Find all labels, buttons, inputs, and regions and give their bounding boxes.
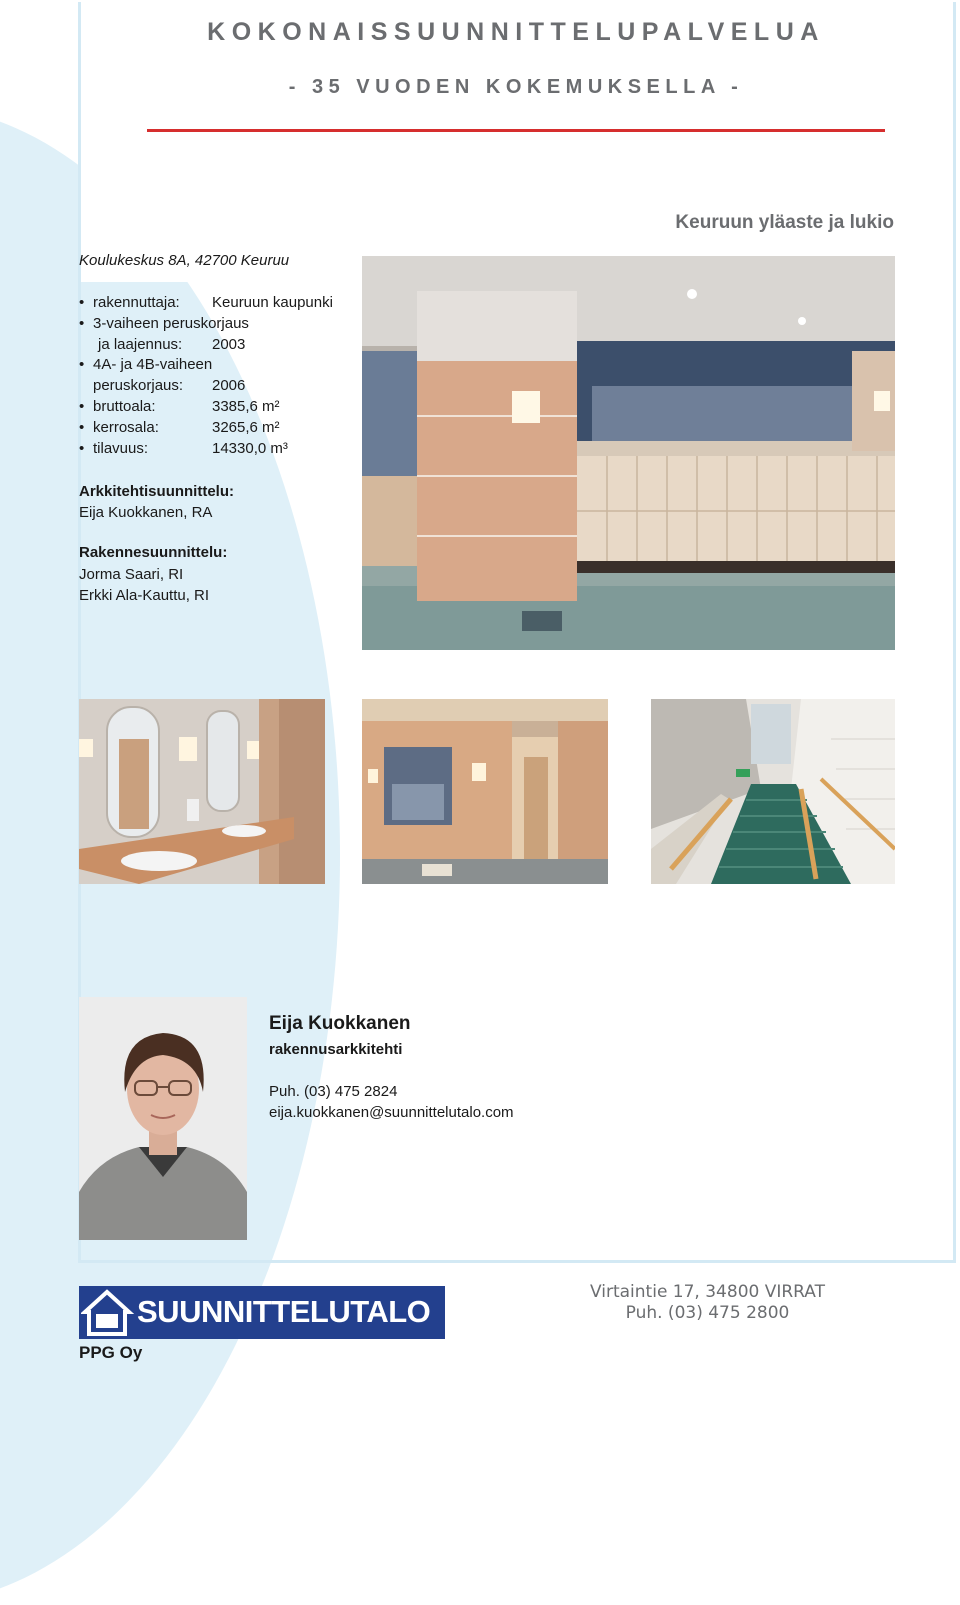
lobby-photo (362, 256, 895, 650)
project-title: Keuruun yläaste ja lukio (675, 212, 894, 233)
corridor-photo (362, 699, 608, 884)
page-subtitle: - 35 VUODEN KOKEMUKSELLA - (288, 76, 744, 98)
spec-item: • tilavuus: 14330,0 m³ (79, 439, 359, 460)
contact-email[interactable]: eija.kuokkanen@suunnittelutalo.com (269, 1104, 514, 1121)
title-divider (147, 129, 885, 132)
phone-line: Puh. (03) 475 2800 (625, 1303, 790, 1323)
portrait-photo (79, 997, 247, 1240)
contact-role: rakennusarkkitehti (269, 1041, 403, 1058)
architecture-heading: Arkkitehtisuunnittelu: (79, 483, 235, 500)
company-name: PPG Oy (79, 1343, 143, 1362)
structural-person: Erkki Ala-Kauttu, RI (79, 587, 210, 604)
address-line: Virtaintie 17, 34800 VIRRAT (590, 1282, 825, 1302)
project-specs (79, 293, 359, 459)
spec-item: peruskorjaus: 2006 (93, 377, 246, 395)
spec-item: • 3-vaiheen peruskorjaus (79, 314, 359, 335)
company-address (585, 1282, 830, 1324)
contact-name: Eija Kuokkanen (269, 1013, 411, 1034)
company-logo (79, 1286, 445, 1339)
structural-person: Jorma Saari, RI (79, 566, 184, 583)
architecture-person: Eija Kuokkanen, RA (79, 504, 213, 521)
spec-item: • bruttoala: 3385,6 m² (79, 397, 359, 418)
spec-item: • kerrosala: 3265,6 m² (79, 418, 359, 439)
project-address: Koulukeskus 8A, 42700 Keuruu (79, 252, 290, 269)
logo-text: SUUNNITTELUTALO (137, 1294, 431, 1329)
spec-item: • 4A- ja 4B-vaiheen (79, 355, 359, 376)
spec-item: ja laajennus: 2003 (98, 335, 246, 353)
page-title: KOKONAISSUUNNITTELUPALVELUA (207, 18, 825, 46)
washroom-photo (79, 699, 325, 884)
structural-heading: Rakennesuunnittelu: (79, 544, 228, 561)
staircase-photo (651, 699, 895, 884)
house-logo-icon (81, 1286, 135, 1339)
spec-item: • rakennuttaja: Keuruun kaupunki (79, 293, 359, 314)
contact-phone: Puh. (03) 475 2824 (269, 1083, 398, 1100)
